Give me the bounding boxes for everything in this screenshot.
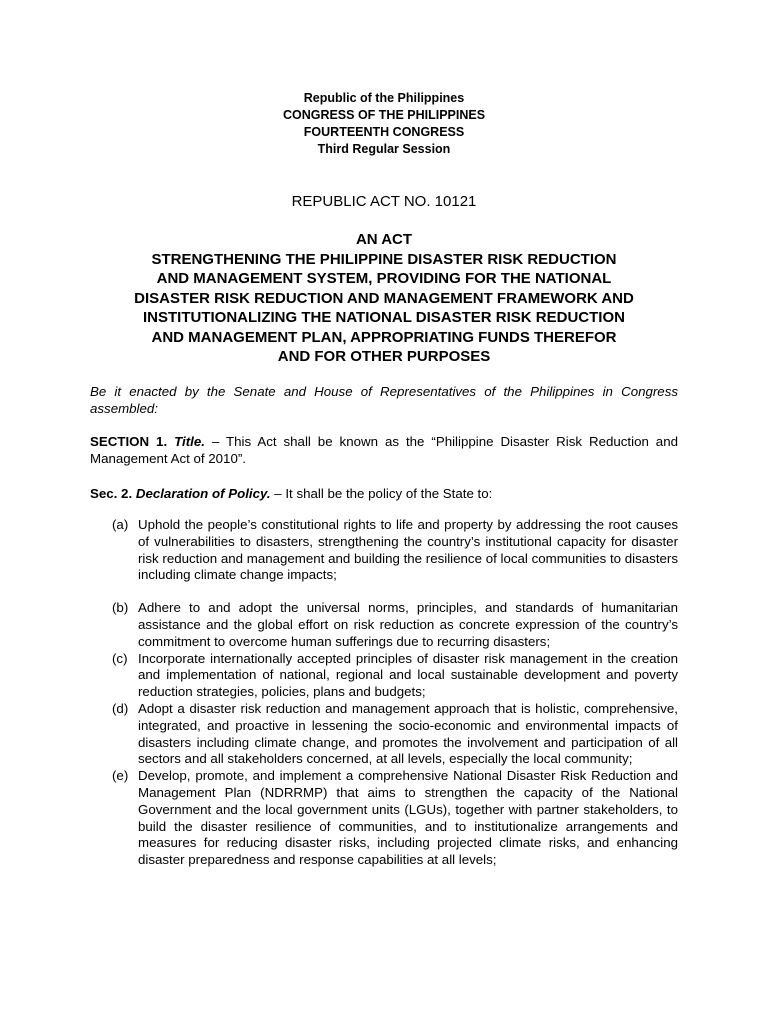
act-title [80,230,688,367]
act-title-line: AN ACT [355,231,413,248]
act-title-line: INSTITUTIONALIZING THE NATIONAL DISASTER RISK REDUCTION [143,309,625,326]
section-1-text: – This Act shall be known as the “Philippine Disaster Risk Reduction and Management Act of 2010”. [90,434,678,466]
act-number: REPUBLIC ACT NO. 10121 [291,193,477,210]
section-1 [90,434,678,468]
policy-item-text: Develop, promote, and implement a comprehensive National Disaster Risk Reduction and Management Plan (NDRRMP) that aims to strengthen the capacity of the National Government and the local government units (LGUs), together with partner stakeholders, to build the disaster resilience of communities, and to institutionalize arrangements and measures for reducing disaster risks, including projected climate risks, and enhancing disaster preparedness and response capabilities at all levels; [138,768,678,868]
act-title-line: AND FOR OTHER PURPOSES [277,348,491,365]
section-2-label: Sec. 2. [90,486,133,501]
policy-item-text: Adhere to and adopt the universal norms, principles, and standards of humanitarian assistance and the global effort on risk reduction as concrete expression of the country’s commitment to overcome human sufferings due to recurring disasters; [138,600,678,649]
header-congress-number: FOURTEENTH CONGRESS [303,125,465,139]
act-title-line: AND MANAGEMENT PLAN, APPROPRIATING FUNDS THEREFOR [151,328,617,346]
policy-item-text: Uphold the people’s constitutional rights to life and property by addressing the root causes of vulnerabilities to disasters, strengthening the country’s institutional capacity for disaster risk reduction and management and building the resilience of local communities to disasters including climate change impacts; [138,517,678,583]
policy-item-text: Incorporate internationally accepted principles of disaster risk management in the creation and implementation of national, regional and local sustainable development and poverty reduction strategies, policies, plans and budgets; [138,650,678,700]
header-republic: Republic of the Philippines [303,91,465,105]
policy-item-text: Adopt a disaster risk reduction and management approach that is holistic, comprehensive, integrated, and proactive in lessening the socio-economic and environmental impacts of disasters including climate change, and promotes the involvement and participation of all sectors and all stakeholders concerned, at all levels, especially the local community; [138,700,678,767]
policy-item-a [112,517,678,584]
section-1-title: Title. [174,434,205,449]
policy-item-letter: (b) [112,600,129,616]
policy-item-d [112,701,678,768]
act-title-line: STRENGTHENING THE PHILIPPINE DISASTER RISK REDUCTION [151,250,617,268]
act-title-line: AND MANAGEMENT SYSTEM, PROVIDING FOR THE NATIONAL [156,270,612,287]
header-session: Third Regular Session [317,142,451,156]
policy-item-c [112,651,678,701]
policy-list [112,517,678,869]
policy-item-b [112,600,678,650]
policy-item-letter: (e) [112,768,129,784]
policy-item-letter: (d) [112,700,129,716]
enacting-clause: Be it enacted by the Senate and House of Representatives of the Philippines in Congress assembled: [90,384,678,416]
policy-item-letter: (c) [112,650,128,666]
section-1-label: SECTION 1. [90,434,168,449]
act-title-line: DISASTER RISK REDUCTION AND MANAGEMENT FRAMEWORK AND [134,289,634,307]
section-2-intro: – It shall be the policy of the State to: [270,486,493,501]
section-2-title: Declaration of Policy. [135,486,271,501]
policy-item-letter: (a) [112,517,129,532]
policy-item-e [112,768,678,869]
document-header [0,90,768,158]
header-congress: CONGRESS OF THE PHILIPPINES [282,108,486,122]
section-2-heading [90,486,678,503]
